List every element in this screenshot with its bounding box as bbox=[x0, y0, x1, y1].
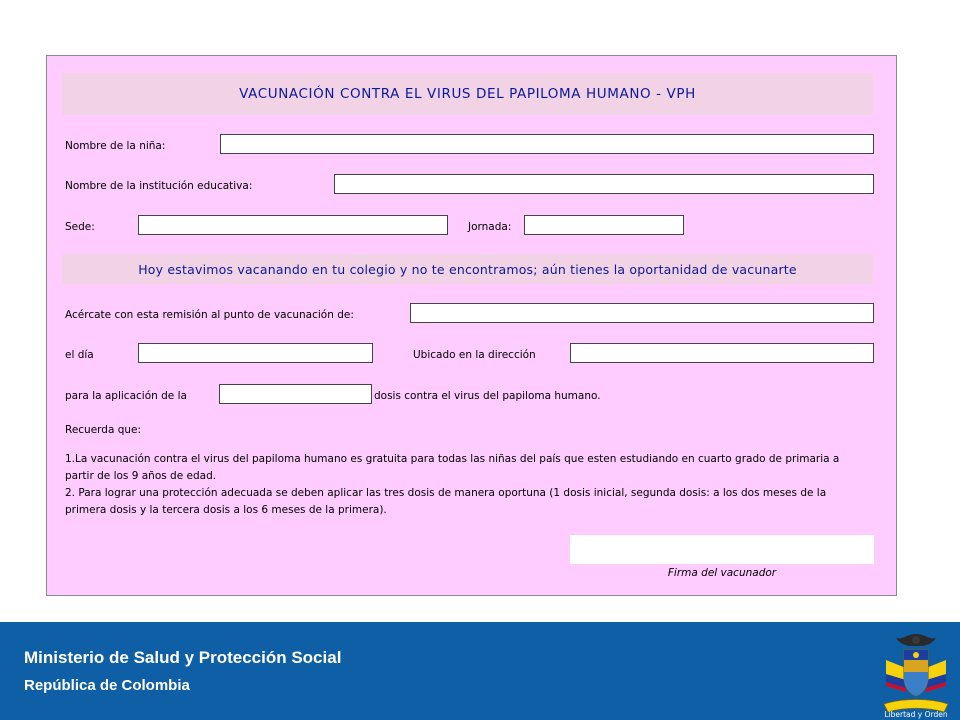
signature-box[interactable] bbox=[570, 535, 874, 564]
country-name: República de Colombia bbox=[24, 677, 190, 694]
remember-point-2: 2. Para lograr una protección adecuada se deben aplicar las tres dosis de manera oportuna (1 dosis inicial, segunda dosis: a los dos meses de la primera dosis y la tercera dosis a los 6 meses de la primera). bbox=[65, 487, 827, 516]
dose-field[interactable] bbox=[219, 384, 372, 404]
day-label: el día bbox=[65, 349, 94, 361]
day-field[interactable] bbox=[138, 343, 373, 363]
vaccination-point-field[interactable] bbox=[410, 303, 874, 323]
jornada-field[interactable] bbox=[524, 215, 684, 235]
institution-label: Nombre de la institución educativa: bbox=[65, 180, 253, 192]
girl-name-label: Nombre de la niña: bbox=[65, 140, 166, 152]
form-title-band bbox=[62, 73, 873, 115]
vaccination-referral-form bbox=[46, 55, 897, 596]
colombia-coat-of-arms-icon bbox=[872, 630, 960, 720]
jornada-label: Jornada: bbox=[468, 221, 512, 233]
crest-motto: Libertad y Orden bbox=[884, 710, 948, 719]
sede-label: Sede: bbox=[65, 221, 95, 233]
ministry-name: Ministerio de Salud y Protección Social bbox=[24, 648, 342, 667]
girl-name-field[interactable] bbox=[220, 134, 874, 154]
notice-text: Hoy estavimos vacanando en tu colegio y no te encontramos; aún tienes la oportanidad de vacunarte bbox=[138, 261, 797, 277]
ministry-footer bbox=[0, 622, 960, 720]
signature-label: Firma del vacunador bbox=[667, 567, 777, 579]
notice-band bbox=[62, 254, 873, 284]
application-label: para la aplicación de la bbox=[65, 390, 187, 402]
remember-points bbox=[65, 451, 865, 519]
dose-suffix-label: dosis contra el virus del papiloma humano. bbox=[374, 390, 601, 402]
vaccination-point-label: Acércate con esta remisión al punto de vacunación de: bbox=[65, 309, 354, 321]
remember-point-1: 1.La vacunación contra el virus del papiloma humano es gratuita para todas las niñas del país que esten estudiando en cuarto grado de primaria a partir de los 9 años de edad. bbox=[65, 453, 840, 482]
address-label: Ubicado en la dirección bbox=[413, 349, 536, 361]
institution-field[interactable] bbox=[334, 174, 874, 194]
sede-field[interactable] bbox=[138, 215, 448, 235]
address-field[interactable] bbox=[570, 343, 874, 363]
remember-label: Recuerda que: bbox=[65, 424, 142, 436]
form-title: VACUNACIÓN CONTRA EL VIRUS DEL PAPILOMA HUMANO - VPH bbox=[239, 86, 696, 102]
